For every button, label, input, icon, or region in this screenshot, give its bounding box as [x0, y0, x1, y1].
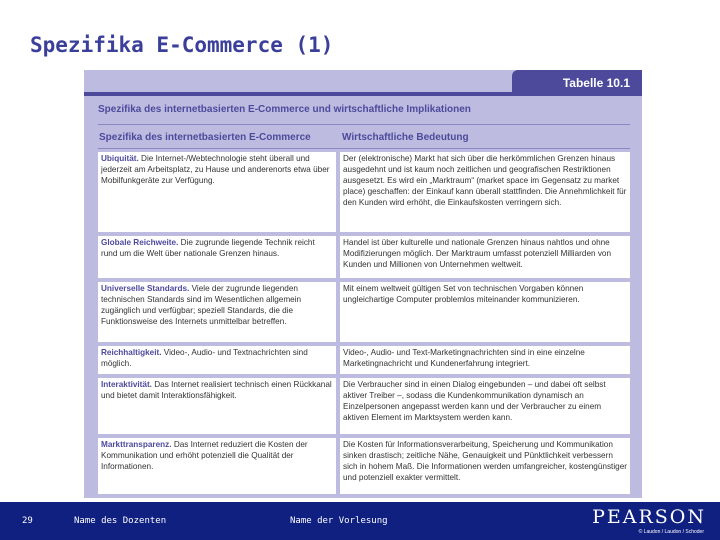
row-term: Reichhaltigkeit. — [101, 348, 162, 357]
slide-title: Spezifika E-Commerce (1) — [30, 33, 334, 57]
table-10-1 — [84, 70, 642, 498]
table-row — [98, 152, 630, 232]
row-term: Ubiquität. — [101, 154, 139, 163]
column-header-economic-meaning: Wirtschaftliche Bedeutung — [342, 132, 469, 143]
row-term: Universelle Standards. — [101, 284, 190, 293]
table-tab-label: Tabelle 10.1 — [512, 70, 642, 96]
lecturer-name: Name des Dozenten — [74, 516, 167, 526]
pearson-logo: PEARSON — [592, 506, 706, 528]
table-cell-left — [98, 282, 336, 342]
row-term: Markttransparenz. — [101, 440, 172, 449]
table-row — [98, 236, 630, 278]
table-cell-right: Die Kosten für Informationsverarbeitung, Speicherung und Kommunikation sinken drastisch; zeitliche Nähe, Genauigkeit und Pünktlichkeit verbessern sich in hohem Maß. Die Informationen werden umfangreicher, kostengünstiger und potenziell exakter vermittelt. — [340, 438, 630, 494]
table-row — [98, 378, 630, 434]
column-header-specifics: Spezifika des internetbasierten E-Commerce — [99, 132, 311, 143]
table-caption: Spezifika des internetbasierten E-Commerce und wirtschaftliche Implikationen — [98, 104, 471, 115]
row-left-text: Video-, Audio- und Textnachrichten sind möglich. — [101, 348, 308, 368]
divider — [98, 148, 630, 149]
table-cell-left — [98, 346, 336, 374]
table-cell-right: Mit einem weltweit gültigen Set von technischen Vorgaben können ungleichartige Computer problemlos miteinander kommunizieren. — [340, 282, 630, 342]
table-row — [98, 282, 630, 342]
table-cell-right: Die Verbraucher sind in einen Dialog eingebunden – und dabei oft selbst aktiver Treiber –, sodass die Kundenkommunikation dynamisch an Einzelpersonen angepasst werden kann und der Verbraucher zu einem aktiven Element im Marktsystem werden kann. — [340, 378, 630, 434]
table-row — [98, 346, 630, 374]
footer-bar — [0, 502, 720, 540]
page-number: 29 — [22, 516, 33, 526]
divider — [98, 124, 630, 125]
table-cell-right: Video-, Audio- und Text-Marketingnachrichten sind in eine einzelne Marketingnachricht und Kundenerfahrung integriert. — [340, 346, 630, 374]
table-cell-left — [98, 152, 336, 232]
table-row — [98, 438, 630, 494]
row-left-text: Die Internet-/Webtechnologie steht überall und jederzeit am Arbeitsplatz, zu Hause und anderenorts etwa über Mobilfunkgeräte zur Verfügung. — [101, 154, 330, 185]
table-cell-left — [98, 236, 336, 278]
row-term: Globale Reichweite. — [101, 238, 179, 247]
row-left-text: Die zugrunde liegende Technik reicht rund um die Welt über nationale Grenzen hinaus. — [101, 238, 315, 258]
row-left-text: Das Internet realisiert technisch einen Rückkanal und bietet damit Interaktionsfähigkeit. — [101, 380, 332, 400]
row-left-text: Das Internet reduziert die Kosten der Kommunikation und erhöht potenziell die Qualität der Informationen. — [101, 440, 308, 471]
table-cell-left — [98, 438, 336, 494]
lecture-name: Name der Vorlesung — [290, 516, 388, 526]
copyright-text: © Laudon / Laudon / Schoder — [638, 529, 704, 535]
table-cell-right: Der (elektronische) Markt hat sich über die herkömmlichen Grenzen hinaus ausgedehnt und ist kaum noch zeitlichen und geografischen Restriktionen ausgesetzt. Es wird ein „Marktraum“ (market space im Gegensatz zu market place) geschaffen: der Einkauf kann überall stattfinden. Die Annehmlichkeit für den Kunden wird erhöht, die Einkaufskosten verringern sich. — [340, 152, 630, 232]
row-term: Interaktivität. — [101, 380, 152, 389]
table-cell-left — [98, 378, 336, 434]
row-left-text: Viele der zugrunde liegenden technischen Standards sind im Wesentlichen allgemein zugänglich und verfügbar; speziell Standards, die die Funktionsweise des Internets unmittelbar betreffen. — [101, 284, 302, 326]
table-cell-right: Handel ist über kulturelle und nationale Grenzen hinaus nahtlos und ohne Modifizierungen möglich. Der Marktraum umfasst potenziell Milliarden von Kunden und Millionen von Unternehmen weltweit. — [340, 236, 630, 278]
